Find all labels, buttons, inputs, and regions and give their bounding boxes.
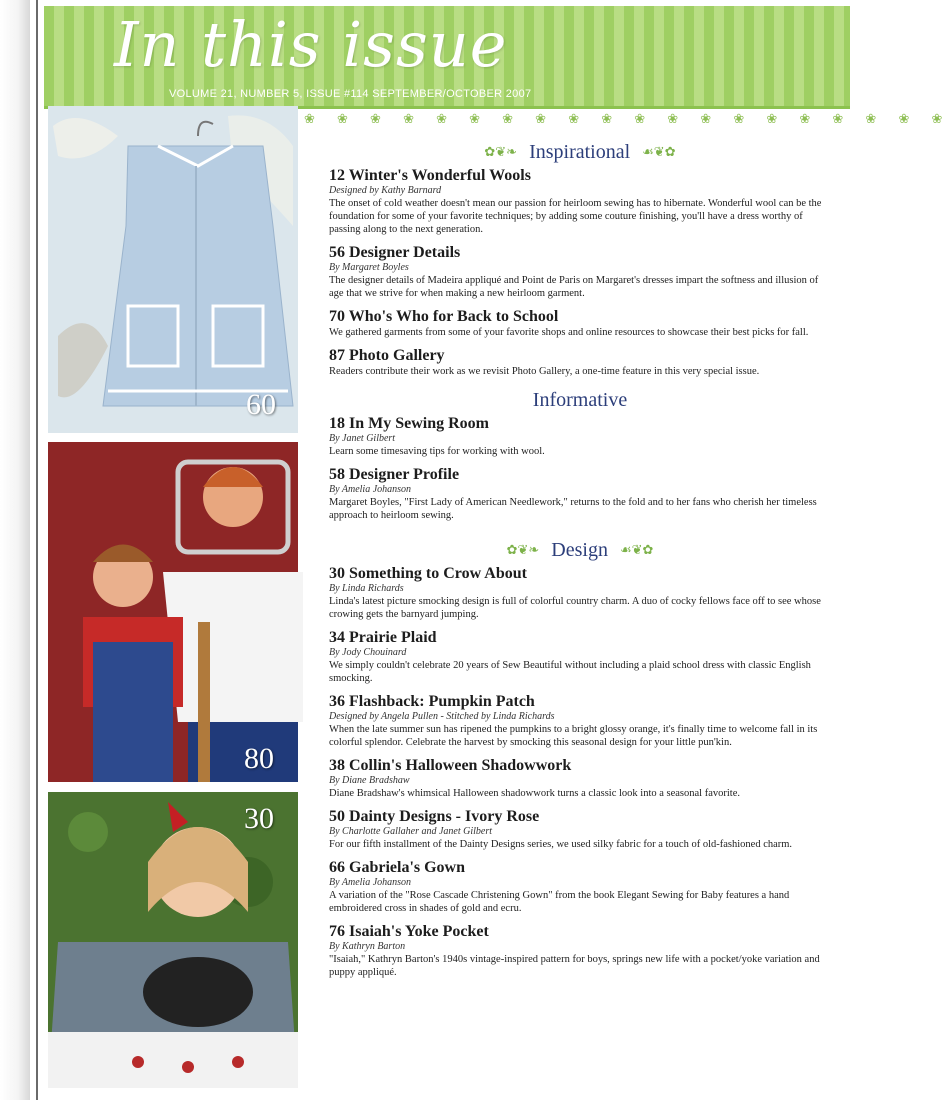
girl-illustration	[48, 792, 298, 1088]
article-byline: By Margaret Boyles	[329, 262, 409, 273]
article-description: When the late summer sun has ripened the pumpkins to a bright glossy orange, it's finally time to welcome fall in its colorful splendor. Celebrate the harvest by smocking this seasonal design for your little pun'kin.	[329, 724, 818, 748]
article-description: Margaret Boyles, "First Lady of American Needlework," returns to the fold and to her fans who cherish her timeless approach to heirloom sewing.	[329, 497, 817, 521]
article-description: For our fifth installment of the Dainty Designs series, we used silky fabric for a touch of old-fashioned charm.	[329, 839, 793, 850]
article-entry[interactable]	[329, 415, 831, 458]
boys-illustration	[48, 442, 298, 782]
article-entry[interactable]	[329, 859, 831, 915]
page-number-badge: 80	[244, 742, 274, 775]
article-title: 70 Who's Who for Back to School	[329, 308, 559, 325]
contents-list	[329, 138, 831, 987]
article-title: 30 Something to Crow About	[329, 565, 527, 582]
article-description: The onset of cold weather doesn't mean our passion for heirloom sewing has to hibernate. Wonderful wool can be the foundation for some of your favorite techniques; by adding some couture finishing, you'll have a dress worthy of passing along to the next generation.	[329, 198, 822, 235]
article-title: 66 Gabriela's Gown	[329, 859, 466, 876]
section-heading	[329, 386, 831, 413]
floral-border: ❀ ❀ ❀ ❀ ❀ ❀ ❀ ❀ ❀ ❀ ❀ ❀ ❀ ❀ ❀ ❀ ❀ ❀ ❀ ❀	[304, 112, 951, 127]
ornament-right-icon: ☙❦✿	[642, 144, 676, 160]
article-title: 87 Photo Gallery	[329, 347, 445, 364]
section-heading	[329, 536, 831, 563]
article-description: Diane Bradshaw's whimsical Halloween shadowwork turns a classic look into a seasonal favorite.	[329, 788, 740, 799]
dress-illustration	[48, 106, 298, 433]
page-title: In this issue	[114, 8, 508, 81]
ornament-right-icon: ☙❦✿	[619, 542, 654, 558]
header-banner	[44, 6, 850, 109]
article-description: Learn some timesaving tips for working with wool.	[329, 446, 545, 457]
article-entry[interactable]	[329, 167, 831, 236]
ornament-left-icon: ✿❦❧	[506, 542, 540, 558]
article-byline: By Kathryn Barton	[329, 941, 406, 952]
article-description: Readers contribute their work as we revisit Photo Gallery, a one-time feature in this very special issue.	[329, 366, 760, 377]
article-entry[interactable]	[329, 565, 831, 621]
article-entry[interactable]	[329, 808, 831, 851]
article-title: 38 Collin's Halloween Shadowwork	[329, 757, 572, 774]
article-entry[interactable]	[329, 347, 831, 378]
article-title: 36 Flashback: Pumpkin Patch	[329, 693, 535, 710]
article-title: 12 Winter's Wonderful Wools	[329, 167, 531, 184]
article-entry[interactable]	[329, 308, 831, 339]
article-entry[interactable]	[329, 693, 831, 749]
article-description: A variation of the "Rose Cascade Christening Gown" from the book Elegant Sewing for Baby features a hand embroidered cross in shades of gold and ecru.	[329, 890, 790, 914]
article-description: We simply couldn't celebrate 20 years of Sew Beautiful without including a plaid school dress with classic English smocking.	[329, 660, 811, 684]
issue-line: VOLUME 21, NUMBER 5, ISSUE #114 SEPTEMBER/OCTOBER 2007	[169, 88, 532, 100]
article-entry[interactable]	[329, 923, 831, 979]
article-byline: By Diane Bradshaw	[329, 775, 410, 786]
article-title: 76 Isaiah's Yoke Pocket	[329, 923, 489, 940]
section-heading	[329, 138, 831, 165]
article-entry[interactable]	[329, 466, 831, 522]
section-title: Design	[551, 538, 608, 561]
article-title: 50 Dainty Designs - Ivory Rose	[329, 808, 540, 825]
page-number-badge: 60	[246, 388, 276, 421]
photo-dress	[48, 106, 298, 433]
article-description: We gathered garments from some of your favorite shops and online resources to showcase their best picks for fall.	[329, 327, 809, 338]
binding-line	[36, 0, 38, 1100]
article-description: The designer details of Madeira appliqué and Point de Paris on Margaret's dresses impart the softness and illusion of age that we strive for when making a new heirloom garment.	[329, 275, 819, 299]
article-title: 18 In My Sewing Room	[329, 415, 490, 432]
article-byline: Designed by Kathy Barnard	[329, 185, 442, 196]
article-byline: By Charlotte Gallaher and Janet Gilbert	[329, 826, 493, 837]
section-title: Inspirational	[529, 140, 631, 163]
article-byline: By Linda Richards	[329, 583, 404, 594]
article-byline: By Jody Chouinard	[329, 647, 407, 658]
ornament-left-icon: ✿❦❧	[484, 144, 518, 160]
article-byline: By Janet Gilbert	[329, 433, 396, 444]
article-entry[interactable]	[329, 757, 831, 800]
article-byline: By Amelia Johanson	[329, 877, 412, 888]
page-edge	[0, 0, 30, 1100]
article-title: 58 Designer Profile	[329, 466, 460, 483]
article-entry[interactable]	[329, 244, 831, 300]
article-title: 34 Prairie Plaid	[329, 629, 437, 646]
article-title: 56 Designer Details	[329, 244, 461, 261]
section-title: Informative	[532, 388, 628, 411]
article-description: Linda's latest picture smocking design is full of colorful country charm. A duo of cocky fellows face off to see whose crowing gets the barnyard jumping.	[329, 596, 821, 620]
photo-boys	[48, 442, 298, 782]
photo-girl	[48, 792, 298, 1088]
article-entry[interactable]	[329, 629, 831, 685]
article-byline: Designed by Angela Pullen - Stitched by Linda Richards	[329, 711, 555, 722]
article-description: "Isaiah," Kathryn Barton's 1940s vintage-inspired pattern for boys, springs new life with a pocket/yoke variation and puppy appliqué.	[329, 954, 820, 978]
page-number-badge: 30	[244, 802, 274, 835]
article-byline: By Amelia Johanson	[329, 484, 412, 495]
